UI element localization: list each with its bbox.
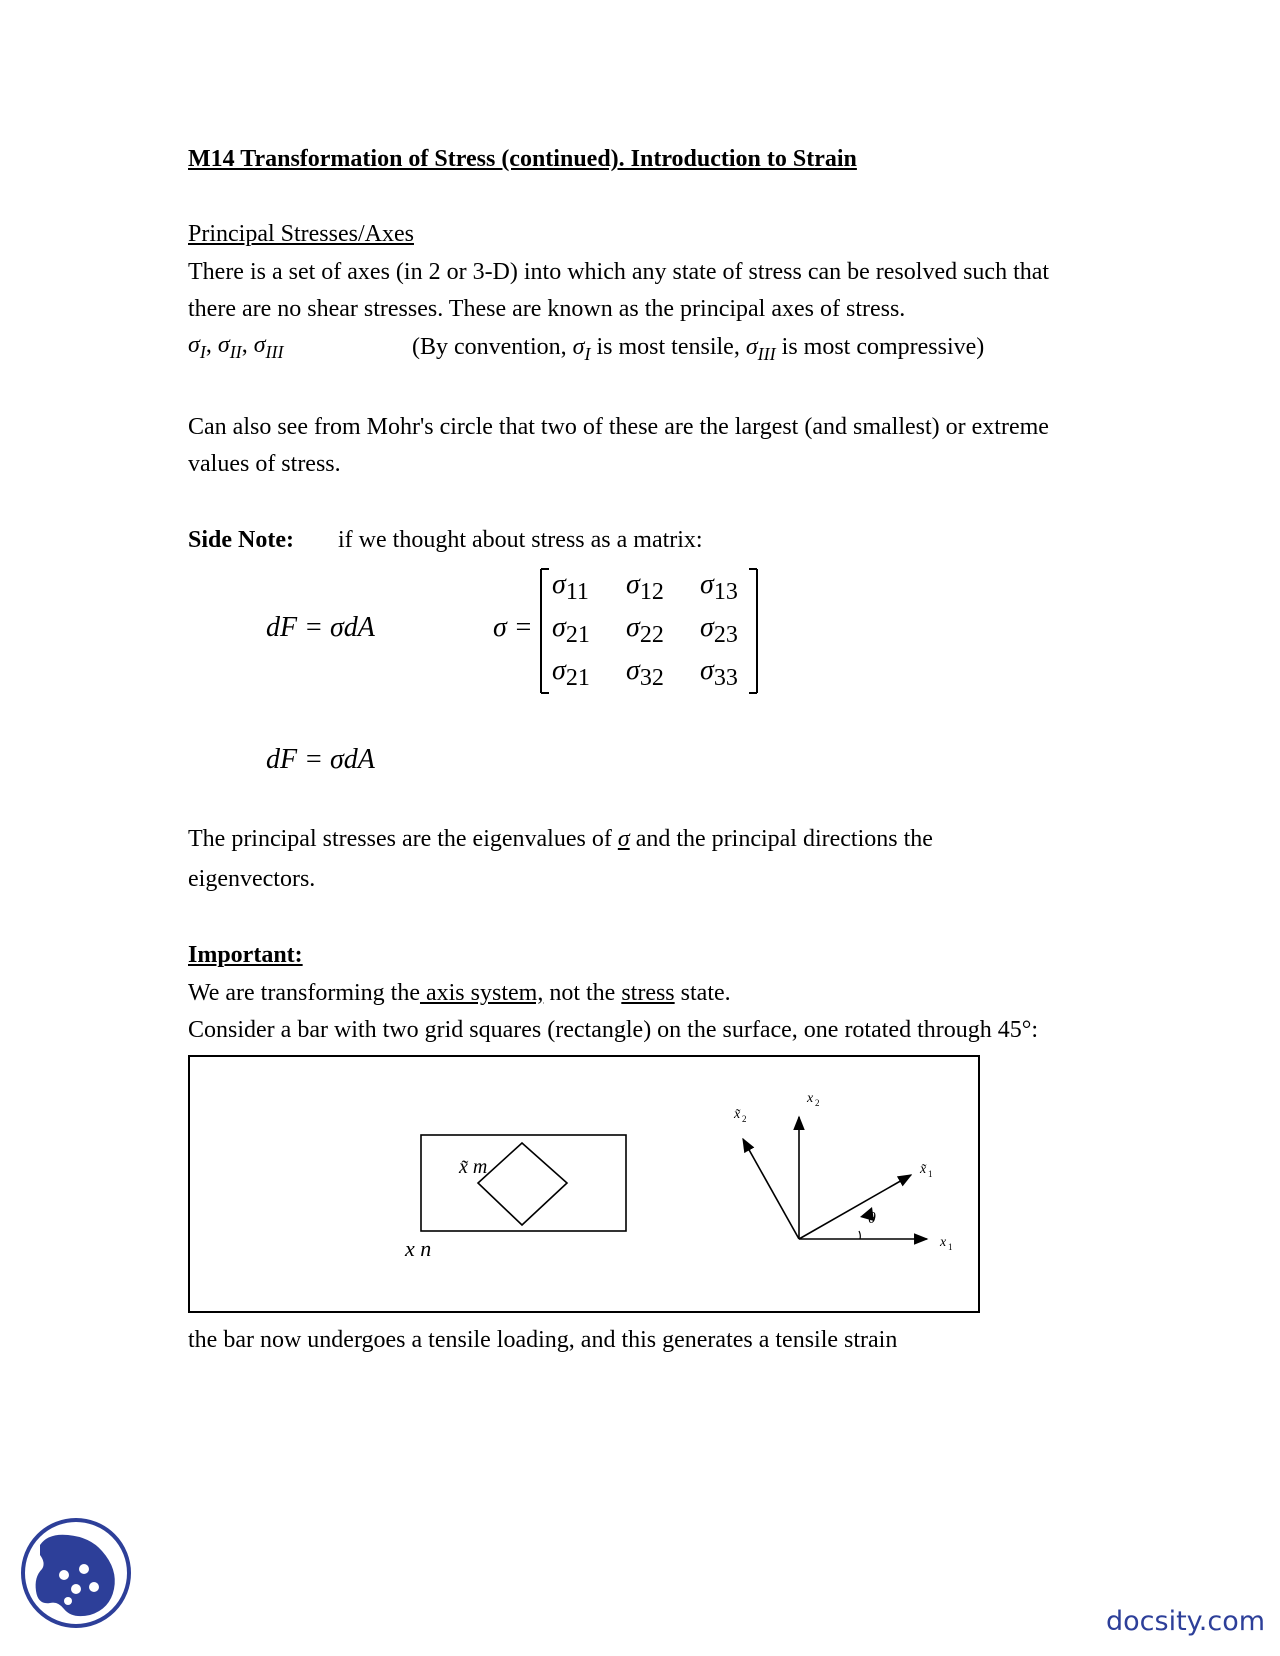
label-xm: x̃ m (459, 1156, 488, 1178)
label-x1-tilde: x̃ (920, 1162, 927, 1177)
underlined-text: axis system, (419, 980, 544, 1006)
paragraph-text: not the (543, 980, 622, 1006)
label-x1: x (940, 1235, 947, 1250)
matrix-cell: $\sigma_{11}$ (552, 569, 589, 605)
sigma-symbol: σ (745, 334, 758, 360)
matrix-cell: $\sigma_{12}$ (626, 569, 664, 605)
paragraph-line (188, 826, 933, 853)
rotated-square (478, 1143, 567, 1225)
convention-note (412, 334, 984, 365)
bar-grid-figure (188, 1055, 980, 1313)
equation-df: dF = σdA (266, 744, 375, 775)
figure-drawing (188, 1055, 980, 1313)
matrix-cell: $\sigma_{23}$ (700, 612, 738, 648)
paragraph-line (188, 980, 731, 1007)
paragraph-line: there are no shear stresses. These are known as the principal axes of stress. (188, 296, 906, 322)
convention-text: (By convention, (412, 334, 567, 360)
label-x2-sub: 2 (815, 1098, 820, 1108)
subscript: I (199, 342, 206, 362)
label-x2-tilde-sub: 2 (742, 1114, 747, 1124)
section-heading: Principal Stresses/Axes (188, 221, 414, 247)
angle-arc (859, 1231, 860, 1239)
equation-df: dF = σdA (266, 612, 375, 643)
side-note-text: if we thought about stress as a matrix: (338, 527, 703, 553)
subscript: III (265, 342, 284, 362)
matrix-cell: $\sigma_{32}$ (626, 655, 664, 691)
sigma-symbol: σ (188, 332, 200, 358)
comma: , (205, 332, 212, 358)
paragraph-text: The principal stresses are the eigenvalues of (188, 826, 612, 852)
brand-link[interactable]: docsity.com (1106, 1606, 1266, 1637)
convention-text: is most tensile, (596, 334, 740, 360)
paragraph-line: Consider a bar with two grid squares (rectangle) on the surface, one rotated through 45°: (188, 1017, 1038, 1043)
matrix-cell: $\sigma_{22}$ (626, 612, 664, 648)
paragraph-line: values of stress. (188, 451, 341, 477)
subscript: I (584, 344, 591, 364)
matrix-cell: $\sigma_{21}$ (552, 655, 590, 691)
subscript: II (229, 342, 242, 362)
convention-text: is most compressive) (781, 334, 985, 360)
sigma-symbol: σ (572, 334, 585, 360)
axis-x1-tilde (799, 1175, 911, 1239)
axis-x2-tilde (743, 1139, 799, 1239)
sigma-symbol: σ (253, 332, 266, 358)
paragraph-line: eigenvectors. (188, 866, 316, 892)
bar-rectangle (421, 1135, 626, 1231)
label-x2: x (807, 1091, 814, 1106)
paragraph-text: state. (674, 980, 731, 1006)
side-note-label: Side Note: (188, 527, 294, 553)
comma: , (241, 332, 248, 358)
label-x1-sub: 1 (948, 1242, 953, 1252)
label-x2-tilde: x̃ (734, 1107, 741, 1122)
paragraph-text: and the principal directions the (635, 826, 933, 852)
matrix-cell: $\sigma_{33}$ (700, 655, 738, 691)
paragraph-line: the bar now undergoes a tensile loading, and this generates a tensile strain (188, 1327, 898, 1353)
label-x1-tilde-sub: 1 (928, 1169, 933, 1179)
page-title: M14 Transformation of Stress (continued). Introduction to Strain (188, 146, 857, 172)
label-theta: θ (868, 1210, 876, 1227)
subscript: III (757, 344, 776, 364)
label-xn: x n (405, 1236, 432, 1261)
important-label: Important: (188, 942, 303, 968)
sigma-symbol: σ (617, 826, 630, 852)
sigma-symbol: σ (217, 332, 230, 358)
underlined-text: stress (621, 980, 675, 1006)
matrix-cell: $\sigma_{21}$ (552, 612, 590, 648)
paragraph-line: Can also see from Mohr's circle that two of these are the largest (and smallest) or extreme (188, 414, 1049, 440)
docsity-logo-icon[interactable] (20, 1517, 132, 1629)
paragraph-text: We are transforming the (188, 980, 420, 1006)
principal-stresses-symbols (188, 332, 284, 363)
paragraph-line: There is a set of axes (in 2 or 3-D) into which any state of stress can be resolved such that (188, 259, 1050, 285)
matrix-cell: $\sigma_{13}$ (700, 569, 738, 605)
equation-sigma-equals: σ = (493, 612, 533, 643)
stress-matrix (540, 569, 758, 693)
